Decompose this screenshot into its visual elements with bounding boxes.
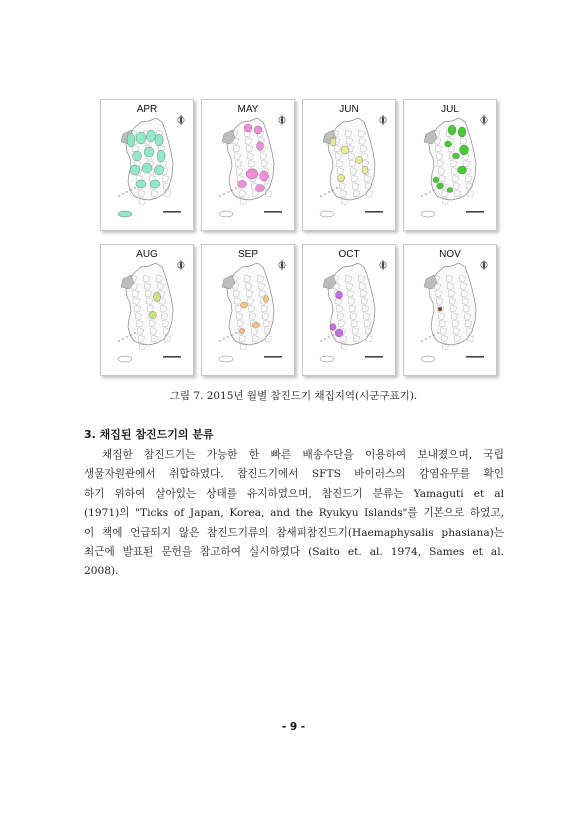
collection-region <box>254 126 262 134</box>
jeju-island <box>219 356 233 362</box>
scale-bar <box>163 356 181 358</box>
jeju-island <box>421 211 435 217</box>
paragraph-line: (1971)의 "Ticks of Japan, Korea, and the Ryukyu Islands"를 기본으로 하였고, <box>84 507 504 520</box>
island-dot <box>433 334 434 335</box>
scale-bar <box>365 211 383 213</box>
collection-region <box>150 312 157 319</box>
collection-region <box>244 124 252 132</box>
island-dot <box>336 187 337 188</box>
korea-map <box>303 100 395 230</box>
collection-region <box>260 171 269 181</box>
island-dot <box>235 187 236 188</box>
island-dot <box>231 334 232 335</box>
month-label: JUL <box>441 104 459 115</box>
island-dot <box>134 187 135 188</box>
page-number: - 9 - <box>281 721 306 733</box>
island-dot <box>134 332 135 333</box>
section-heading: 3. 채집된 참진드기의 분류 <box>84 428 214 441</box>
collection-region <box>453 153 460 159</box>
island-dot <box>336 332 337 333</box>
island-dot <box>425 338 426 339</box>
collection-region <box>438 307 442 311</box>
paragraph-line: 이 책에 언급되지 않은 참진드기류의 참새피참진드기(Haemaphysalis phasiana)는 <box>84 526 504 539</box>
collection-region <box>157 150 165 162</box>
island-dot <box>320 340 321 341</box>
collection-region <box>238 181 247 188</box>
collection-region <box>130 165 140 175</box>
collection-region <box>142 163 152 173</box>
scale-bar <box>466 211 484 213</box>
island-dot <box>118 340 119 341</box>
compass-needle <box>483 259 486 271</box>
jeju-island <box>118 211 132 217</box>
month-label: JUN <box>339 104 359 115</box>
korea-map <box>202 245 294 375</box>
island-dot <box>332 189 333 190</box>
island-dot <box>130 189 131 190</box>
collection-region <box>458 127 466 137</box>
collection-region <box>240 329 245 334</box>
month-label: SEP <box>237 249 258 260</box>
island-dot <box>231 189 232 190</box>
island-dot <box>328 191 329 192</box>
compass-needle <box>281 259 284 271</box>
collection-region <box>136 180 146 188</box>
jeju-island <box>421 356 435 362</box>
compass-needle <box>180 114 183 126</box>
compass-needle <box>382 114 385 126</box>
collection-region <box>447 188 453 193</box>
collection-region <box>445 141 452 147</box>
collection-region <box>155 134 163 146</box>
collection-region <box>147 130 156 142</box>
monthly-collection-map-figure <box>100 99 496 374</box>
scale-bar <box>365 356 383 358</box>
month-label: APR <box>136 104 158 115</box>
korea-map <box>101 245 193 375</box>
collection-region <box>336 291 343 299</box>
collection-region <box>356 157 363 164</box>
korea-map <box>404 100 496 230</box>
collection-region <box>335 329 343 337</box>
collection-region <box>330 138 336 146</box>
scale-bar <box>264 356 282 358</box>
compass-needle <box>382 259 385 271</box>
jeju-island <box>320 356 334 362</box>
month-label: OCT <box>338 249 360 260</box>
island-dot <box>433 189 434 190</box>
collection-region <box>252 323 260 328</box>
collection-region <box>433 177 439 183</box>
map-panel-oct <box>302 244 396 376</box>
island-dot <box>235 332 236 333</box>
island-dot <box>421 195 422 196</box>
collection-region <box>264 296 269 303</box>
island-dot <box>429 336 430 337</box>
figure-caption: 그림 7. 2015년 월별 참진드기 채집지역(시군구표기). <box>169 390 418 402</box>
collection-region <box>338 175 345 182</box>
paragraph-line: 채집한 참진드기는 가능한 한 빠른 배송수단을 이용하여 보내졌으며, 국립 <box>102 449 504 461</box>
island-dot <box>130 334 131 335</box>
island-dot <box>126 191 127 192</box>
scale-bar <box>264 211 282 213</box>
compass-needle <box>281 114 284 126</box>
island-dot <box>122 338 123 339</box>
island-dot <box>328 336 329 337</box>
paragraph-line: 하기 위하여 살아있는 상태를 유지하였으며, 참진드기 분류는 Yamaguti et al <box>84 487 504 500</box>
jeju-island <box>320 211 334 217</box>
island-dot <box>421 340 422 341</box>
island-dot <box>437 332 438 333</box>
korea-map <box>101 100 193 230</box>
map-panel-nov <box>403 244 497 376</box>
island-dot <box>219 195 220 196</box>
island-dot <box>425 193 426 194</box>
island-dot <box>118 195 119 196</box>
korea-map <box>404 245 496 375</box>
collection-region <box>127 133 135 147</box>
map-panel-jun <box>302 99 396 231</box>
collection-region <box>136 132 146 144</box>
map-panel-aug <box>100 244 194 376</box>
map-panel-may <box>201 99 295 231</box>
month-label: NOV <box>439 249 461 260</box>
collection-region <box>460 145 469 155</box>
body-paragraph <box>84 446 504 582</box>
scale-bar <box>163 211 181 213</box>
map-panel-jul <box>403 99 497 231</box>
island-dot <box>324 193 325 194</box>
compass-needle <box>483 114 486 126</box>
korea-map <box>202 100 294 230</box>
collection-region <box>458 166 467 174</box>
collection-region <box>155 165 164 175</box>
island-dot <box>122 193 123 194</box>
collection-region <box>241 302 248 308</box>
island-dot <box>227 191 228 192</box>
collection-region <box>257 142 264 151</box>
jeju-island <box>219 211 233 217</box>
collection-region <box>256 185 265 192</box>
collection-region <box>341 146 349 154</box>
collection-region <box>133 151 142 161</box>
island-dot <box>227 336 228 337</box>
collection-region <box>144 147 154 157</box>
month-label: MAY <box>237 104 259 115</box>
island-dot <box>332 334 333 335</box>
scale-bar <box>466 356 484 358</box>
map-panel-apr <box>100 99 194 231</box>
paragraph-line: 2008). <box>84 565 119 578</box>
collection-region <box>330 324 336 331</box>
collection-region <box>154 292 161 302</box>
korea-map <box>303 245 395 375</box>
island-dot <box>320 195 321 196</box>
island-dot <box>223 193 224 194</box>
collection-region <box>150 180 160 188</box>
island-dot <box>437 187 438 188</box>
collection-region <box>362 166 368 174</box>
island-dot <box>324 338 325 339</box>
paragraph-line: 최근에 발표된 문헌을 참고하여 실시하였다 (Saito et. al. 1974, Sames et al. <box>84 546 504 559</box>
collection-region <box>246 169 258 179</box>
jeju-island <box>118 356 132 362</box>
map-panel-sep <box>201 244 295 376</box>
island-dot <box>429 191 430 192</box>
island-dot <box>126 336 127 337</box>
island-dot <box>223 338 224 339</box>
island-dot <box>219 340 220 341</box>
collection-region <box>448 125 456 135</box>
compass-needle <box>180 259 183 271</box>
month-label: AUG <box>136 249 158 260</box>
paragraph-line: 생물자원관에서 취합하였다. 참진드기에서 SFTS 바이러스의 감염유무를 확인 <box>84 468 504 481</box>
